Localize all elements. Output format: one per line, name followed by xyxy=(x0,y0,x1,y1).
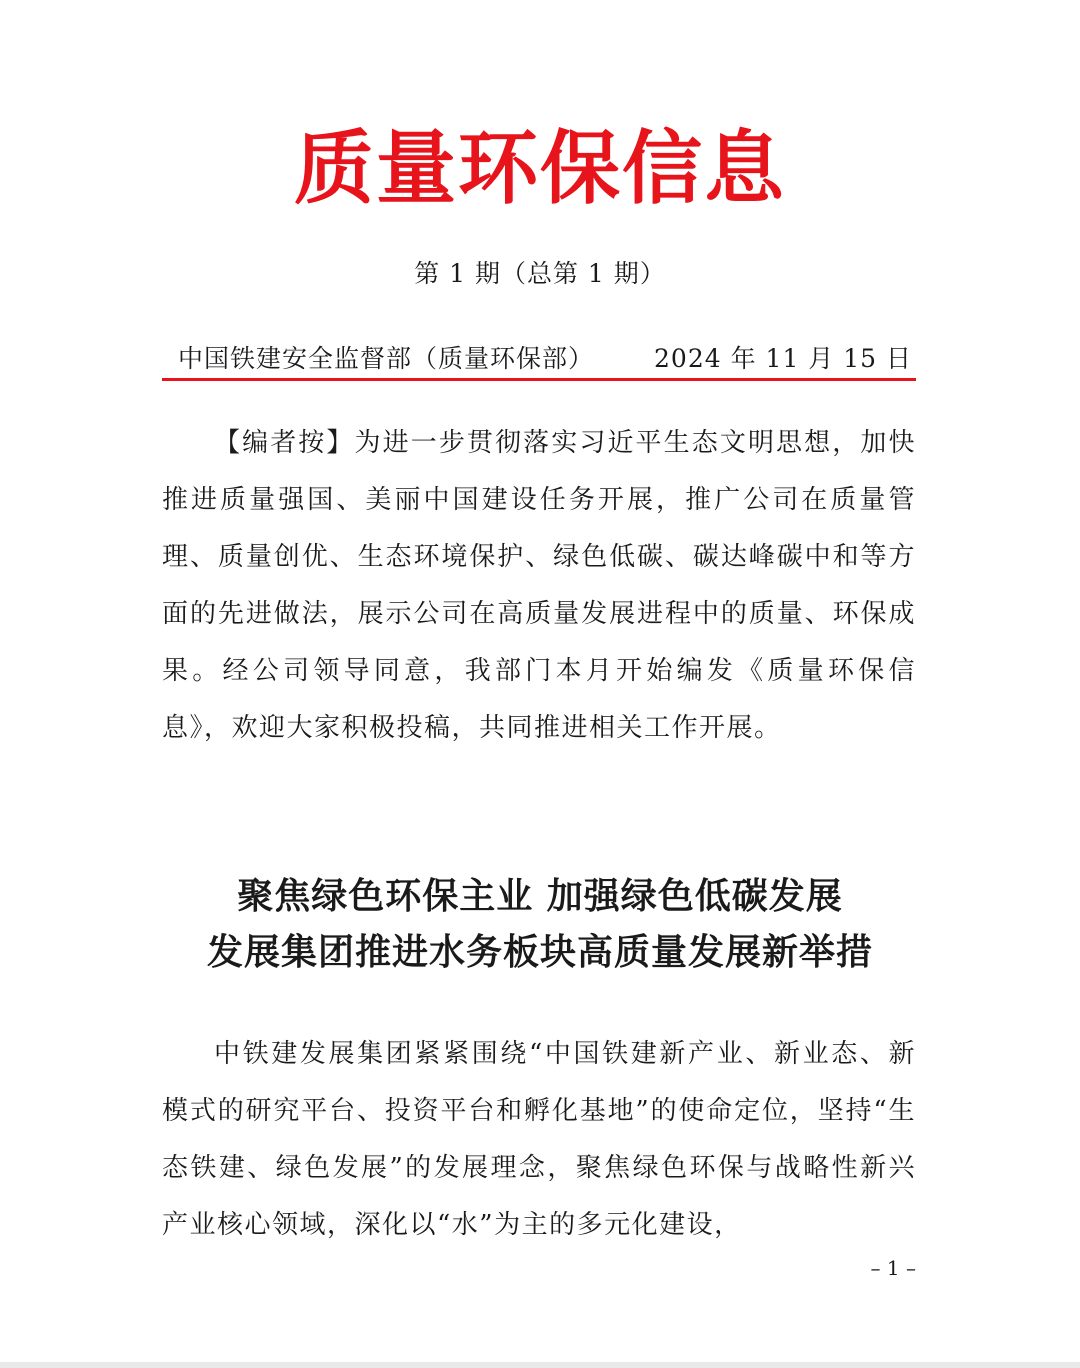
editor-note-text: 为进一步贯彻落实习近平生态文明思想，加快推进质量强国、美丽中国建设任务开展，推广公司在质量管理、质量创优、生态环境保护、绿色低碳、碳达峰碳中和等方面的先进做法，展示公司在高质量发展进程中的质量、环保成果。经公司领导同意，我部门本月开始编发《质量环保信息》，欢迎大家积极投稿，共同推进相关工作开展。 xyxy=(162,428,916,743)
article-title-line-1: 聚焦绿色环保主业 加强绿色低碳发展 xyxy=(237,875,843,917)
masthead-title: 质量环保信息 xyxy=(294,121,786,215)
article-title xyxy=(0,868,1080,980)
editor-note xyxy=(162,415,916,757)
article-title-line-2: 发展集团推进水务板块高质量发展新举措 xyxy=(206,931,873,973)
issue-number: 第 1 期（总第 1 期） xyxy=(414,259,666,288)
page-number: – 1 – xyxy=(870,1256,916,1280)
article-body xyxy=(162,1026,916,1254)
issue-date: 2024 年 11 月 15 日 xyxy=(654,344,912,373)
editor-note-paragraph xyxy=(162,415,916,757)
issuing-department: 中国铁建安全监督部（质量环保部） xyxy=(178,344,595,373)
editor-note-tag: 【编者按】 xyxy=(214,428,355,458)
issuer-row xyxy=(162,340,916,381)
article-paragraph: 中铁建发展集团紧紧围绕“中国铁建新产业、新业态、新模式的研究平台、投资平台和孵化基地”的使命定位，坚持“生态铁建、绿色发展”的发展理念，聚焦绿色环保与战略性新兴产业核心领域，深化以“水”为主的多元化建设， xyxy=(162,1039,916,1240)
page-edge-divider xyxy=(0,1362,1080,1368)
